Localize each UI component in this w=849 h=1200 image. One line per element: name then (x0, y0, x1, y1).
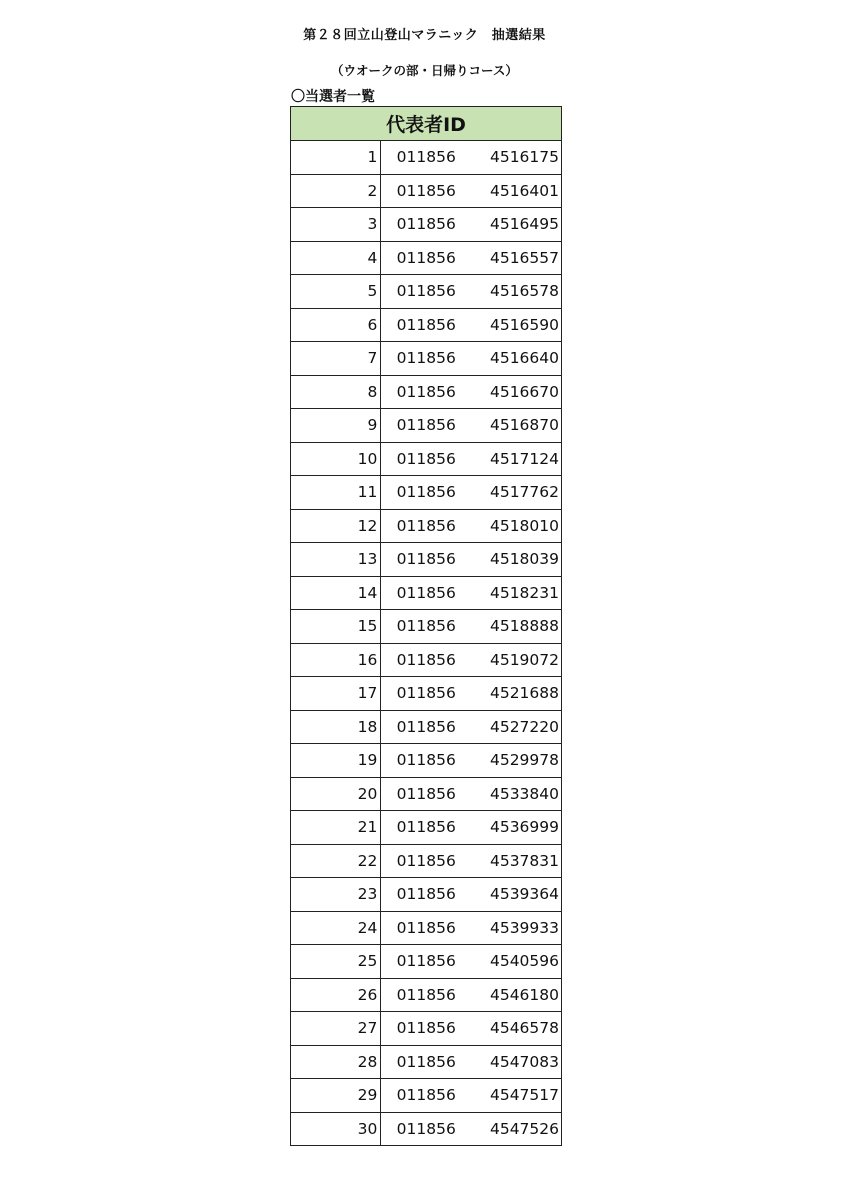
table-row (291, 1112, 562, 1146)
member-id: 4536999 (471, 811, 561, 845)
group-code: 011856 (381, 342, 471, 376)
row-number: 10 (291, 442, 381, 476)
member-id: 4547083 (471, 1045, 561, 1079)
row-number: 14 (291, 576, 381, 610)
member-id: 4517124 (471, 442, 561, 476)
member-id: 4516640 (471, 342, 561, 376)
group-code: 011856 (381, 141, 471, 175)
group-code: 011856 (381, 409, 471, 443)
table-row (291, 241, 562, 275)
table-row (291, 409, 562, 443)
row-number: 27 (291, 1012, 381, 1046)
row-number: 12 (291, 509, 381, 543)
row-number: 20 (291, 777, 381, 811)
group-code: 011856 (381, 543, 471, 577)
member-id: 4518888 (471, 610, 561, 644)
row-number: 24 (291, 911, 381, 945)
winners-section-label: 〇当選者一覧 (291, 89, 375, 105)
group-code: 011856 (381, 1112, 471, 1146)
row-number: 5 (291, 275, 381, 309)
row-number: 2 (291, 174, 381, 208)
table-row (291, 978, 562, 1012)
member-id: 4539364 (471, 878, 561, 912)
table-header-representative-id: 代表者ID (291, 107, 562, 141)
table-row (291, 275, 562, 309)
group-code: 011856 (381, 878, 471, 912)
group-code: 011856 (381, 576, 471, 610)
group-code: 011856 (381, 911, 471, 945)
table-row (291, 342, 562, 376)
group-code: 011856 (381, 643, 471, 677)
member-id: 4516401 (471, 174, 561, 208)
group-code: 011856 (381, 811, 471, 845)
row-number: 1 (291, 141, 381, 175)
member-id: 4518039 (471, 543, 561, 577)
member-id: 4519072 (471, 643, 561, 677)
row-number: 13 (291, 543, 381, 577)
row-number: 16 (291, 643, 381, 677)
member-id: 4539933 (471, 911, 561, 945)
member-id: 4546180 (471, 978, 561, 1012)
row-number: 8 (291, 375, 381, 409)
row-number: 19 (291, 744, 381, 778)
group-code: 011856 (381, 375, 471, 409)
member-id: 4521688 (471, 677, 561, 711)
table-row (291, 1079, 562, 1113)
row-number: 4 (291, 241, 381, 275)
table-row (291, 509, 562, 543)
member-id: 4533840 (471, 777, 561, 811)
group-code: 011856 (381, 978, 471, 1012)
group-code: 011856 (381, 275, 471, 309)
row-number: 21 (291, 811, 381, 845)
row-number: 11 (291, 476, 381, 510)
row-number: 22 (291, 844, 381, 878)
row-number: 15 (291, 610, 381, 644)
table-row (291, 1045, 562, 1079)
member-id: 4516578 (471, 275, 561, 309)
table-row (291, 643, 562, 677)
group-code: 011856 (381, 677, 471, 711)
group-code: 011856 (381, 208, 471, 242)
group-code: 011856 (381, 241, 471, 275)
table-row (291, 677, 562, 711)
table-row (291, 744, 562, 778)
row-number: 3 (291, 208, 381, 242)
group-code: 011856 (381, 476, 471, 510)
table-row (291, 844, 562, 878)
group-code: 011856 (381, 610, 471, 644)
row-number: 18 (291, 710, 381, 744)
row-number: 25 (291, 945, 381, 979)
table-header-row (291, 107, 562, 141)
row-number: 29 (291, 1079, 381, 1113)
group-code: 011856 (381, 710, 471, 744)
table-row (291, 208, 562, 242)
row-number: 6 (291, 308, 381, 342)
member-id: 4529978 (471, 744, 561, 778)
table-row (291, 576, 562, 610)
member-id: 4546578 (471, 1012, 561, 1046)
row-number: 26 (291, 978, 381, 1012)
table-row (291, 911, 562, 945)
group-code: 011856 (381, 1079, 471, 1113)
document-subtitle: （ウオークの部・日帰りコース） (331, 63, 518, 78)
member-id: 4517762 (471, 476, 561, 510)
member-id: 4516590 (471, 308, 561, 342)
table-row (291, 945, 562, 979)
table-row (291, 610, 562, 644)
table-row (291, 1012, 562, 1046)
table-row (291, 777, 562, 811)
row-number: 30 (291, 1112, 381, 1146)
member-id: 4527220 (471, 710, 561, 744)
table-row (291, 543, 562, 577)
member-id: 4518231 (471, 576, 561, 610)
member-id: 4516870 (471, 409, 561, 443)
group-code: 011856 (381, 777, 471, 811)
table-row (291, 476, 562, 510)
row-number: 28 (291, 1045, 381, 1079)
group-code: 011856 (381, 509, 471, 543)
winners-table (290, 106, 562, 1146)
member-id: 4537831 (471, 844, 561, 878)
row-number: 17 (291, 677, 381, 711)
member-id: 4516557 (471, 241, 561, 275)
table-row (291, 375, 562, 409)
table-row (291, 878, 562, 912)
group-code: 011856 (381, 945, 471, 979)
group-code: 011856 (381, 308, 471, 342)
member-id: 4516495 (471, 208, 561, 242)
table-row (291, 811, 562, 845)
table-row (291, 174, 562, 208)
table-row (291, 442, 562, 476)
group-code: 011856 (381, 1045, 471, 1079)
row-number: 9 (291, 409, 381, 443)
group-code: 011856 (381, 744, 471, 778)
group-code: 011856 (381, 844, 471, 878)
table-body (291, 141, 562, 1146)
row-number: 23 (291, 878, 381, 912)
group-code: 011856 (381, 442, 471, 476)
member-id: 4540596 (471, 945, 561, 979)
group-code: 011856 (381, 1012, 471, 1046)
member-id: 4516175 (471, 141, 561, 175)
member-id: 4547526 (471, 1112, 561, 1146)
member-id: 4518010 (471, 509, 561, 543)
group-code: 011856 (381, 174, 471, 208)
document-title: 第２８回立山登山マラニック 抽選結果 (303, 28, 546, 43)
table-row (291, 141, 562, 175)
member-id: 4516670 (471, 375, 561, 409)
table-row (291, 710, 562, 744)
table-row (291, 308, 562, 342)
row-number: 7 (291, 342, 381, 376)
member-id: 4547517 (471, 1079, 561, 1113)
